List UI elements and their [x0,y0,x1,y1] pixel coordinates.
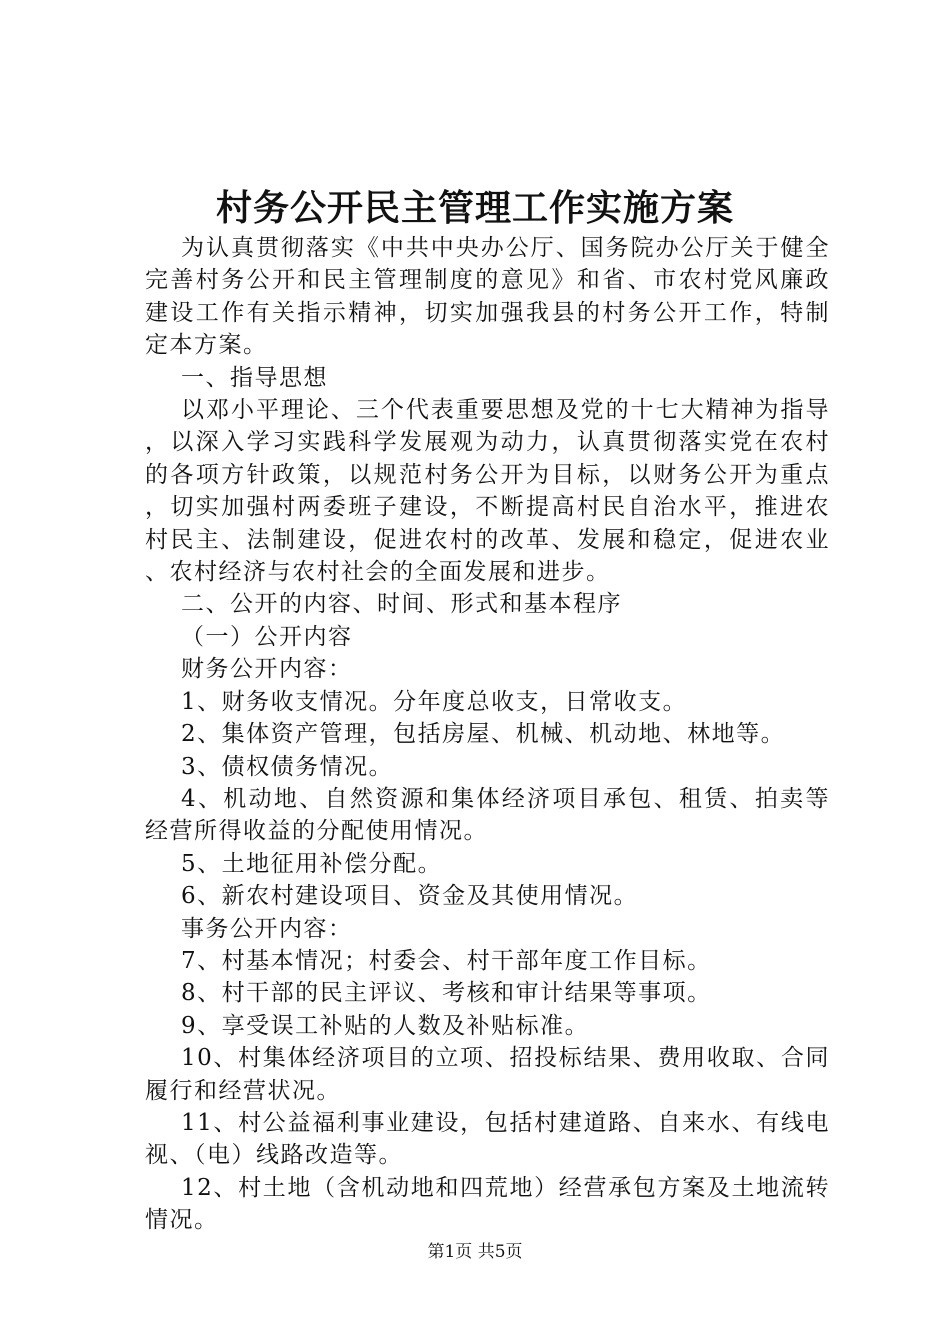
list-item: 4、机动地、自然资源和集体经济项目承包、租赁、拍卖等经营所得收益的分配使用情况。 [145,785,830,845]
list-item: 7、村基本情况；村委会、村干部年度工作目标。 [181,947,712,974]
list-heading-financial: 财务公开内容： [181,656,353,683]
section-heading-guiding-thought: 一、指导思想 [181,364,328,391]
list-item: 10、村集体经济项目的立项、招投标结果、费用收取、合同履行和经营状况。 [145,1045,830,1104]
list-item: 9、享受误工补贴的人数及补贴标准。 [181,1012,590,1039]
list-item: 1、财务收支情况。分年度总收支，日常收支。 [181,688,688,715]
list-item: 11、村公益福利事业建设，包括村建道路、自来水、有线电视、（电）线路改造等。 [145,1109,830,1169]
document-title: 村务公开民主管理工作实施方案 [215,188,734,229]
list-item: 3、债权债务情况。 [181,753,394,780]
list-item: 8、村干部的民主评议、考核和审计结果等事项。 [181,980,712,1007]
section-heading-disclosure: 二、公开的内容、时间、形式和基本程序 [181,591,622,618]
subsection-heading-content: （一）公开内容 [181,623,353,650]
paragraph-guiding-thought: 以邓小平理论、三个代表重要思想及党的十七大精神为指导，以深入学习实践科学发展观为动力，认真贯彻落实党在农村的各项方针政策，以规范村务公开为目标，以财务公开为重点，切实加强村两委班子建设，不断提高村民自治水平，推进农村民主、法制建设，促进农村的改革、发展和稳定，促进农业、农村经济与农村社会的全面发展和进步。 [145,397,830,586]
page-footer: 第1页 共5页 [427,1242,523,1262]
document-body [145,232,830,1237]
list-item: 6、新农村建设项目、资金及其使用情况。 [181,883,639,910]
list-heading-affairs: 事务公开内容： [181,915,353,942]
paragraph-intro: 为认真贯彻落实《中共中央办公厅、国务院办公厅关于健全完善村务公开和民主管理制度的意见》和省、市农村党风廉政建设工作有关指示精神，切实加强我县的村务公开工作，特制定本方案。 [145,235,830,359]
list-item: 5、土地征用补偿分配。 [181,850,443,877]
list-item: 12、村土地（含机动地和四荒地）经营承包方案及土地流转情况。 [145,1174,830,1234]
list-item: 2、集体资产管理，包括房屋、机械、机动地、林地等。 [181,721,786,748]
